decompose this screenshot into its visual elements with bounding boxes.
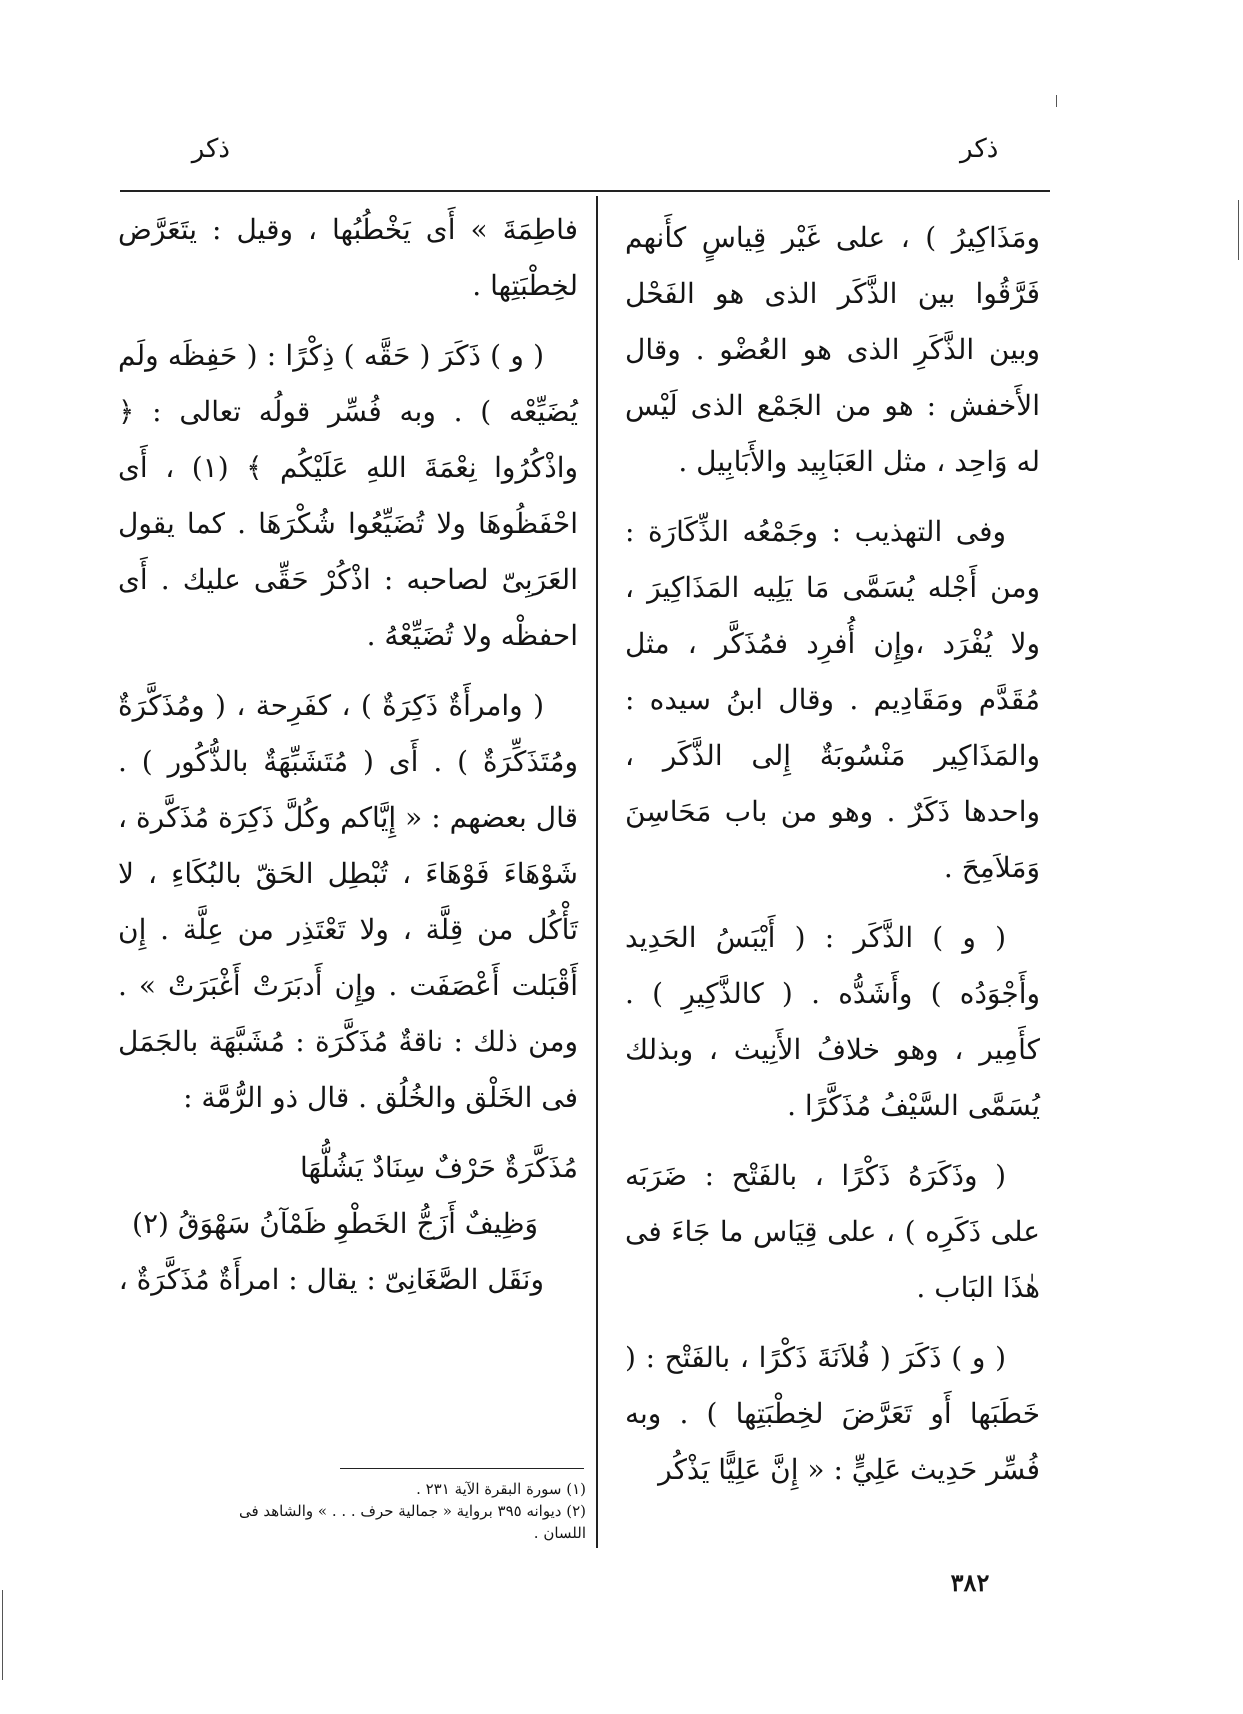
column-divider — [596, 196, 598, 1548]
verse-line-1: مُذَكَّرَةٌ حَرْفٌ سِنَادٌ يَشُلُّهَا — [299, 1151, 578, 1184]
left-paragraph-4: ونَقَل الصَّغَانِىّ : يقال : امرأَةٌ مُذَكَّرَةٌ ، — [118, 1263, 544, 1296]
footnotes — [210, 1478, 586, 1544]
page-number: ٣٨٢ — [950, 1568, 990, 1597]
right-paragraph-3: ( و ) الذَّكَر : ( أَيْبَسُ الحَدِيد وأَجْوَدُه ) وأَشَدُّه . ( كالذَّكِيرِ ) . كأَمِير ، وهو خلافُ الأَنِيث ، وبذلك يُسَمَّى السَّيْفُ مُذَكَّرًا . — [625, 921, 1040, 1122]
footnote-rule — [340, 1468, 584, 1469]
running-head-right: ذكر — [960, 134, 999, 164]
footnote-1: (١) سورة البقرة الآية ٢٣١ . — [416, 1480, 586, 1498]
footnote-2: (٢) ديوانه ٣٩٥ برواية « جمالية حرف . . . » والشاهد فى اللسان . — [238, 1502, 586, 1542]
header-rule — [120, 190, 1050, 192]
verse-line-2: وَظِيفٌ أَزَجُّ الخَطْوِ ظَمْآنُ سَهْوَقُ (٢) — [132, 1207, 538, 1240]
right-column — [625, 210, 1040, 1512]
left-column — [118, 202, 578, 1322]
right-paragraph-2: وفى التهذيب : وجَمْعُه الذِّكَارَة : ومن أَجْله يُسَمَّى مَا يَلِيه المَذَاكِيرَ ، ولا يُفْرَد ،وإِن أُفرِد فمُذَكَّر ، مثل مُقَدَّم ومَقَادِيم . وقال ابنُ سيده : والمَذَاكِير مَنْسُوبَةٌ إِلى الذَّكَر ، واحدها ذَكَرٌ . وهو من باب مَحَاسِنَ وَمَلاَمِحَ . — [625, 515, 1040, 884]
scan-edge-mark — [1238, 200, 1239, 260]
left-paragraph-1: فاطِمَةَ » أَى يَخْطُبُها ، وقيل : يتَعَرَّض لخِطْبَتِها . — [118, 213, 578, 302]
left-paragraph-3: ( وامرأَةٌ ذَكِرَةٌ ) ، كفَرِحة ، ( ومُذَكَّرَةٌ ومُتَذَكِّرَةٌ ) . أَى ( مُتَشَبِّهَةٌ بالذُّكُور ) . قال بعضهم : « إِيَّاكم وكُلَّ ذَكِرَة مُذَكَّرة ، شَوْهَاءَ فَوْهَاءَ ، تُبْطِل الحَقّ بالبُكَاءِ ، لا تَأْكُل من قِلَّة ، ولا تَعْتَذِر من عِلَّة . إِن أَقْبَلت أَعْصَفَت . وإِن أَدبَرَتْ أَغْبَرَتْ » . ومن ذلك : ناقةٌ مُذَكَّرَة : مُشَبَّهَة بالجَمَل فى الخَلْق والخُلُق . قال ذو الرُّمَّة : — [118, 689, 578, 1114]
running-head-left: ذكر — [191, 134, 230, 164]
left-paragraph-2: ( و ) ذَكَرَ ( حَقَّه ) ذِكْرًا : ( حَفِظَه ولَم يُضَيِّعْه ) . وبه فُسِّر قولُه تعالى : ﴿ واذْكُرُوا نِعْمَةَ اللهِ عَلَيْكُم ﴾ (١) ، أَى احْفَظُوهَا ولا تُضَيِّعُوا شُكْرَهَا . كما يقول العَرَبِىّ لصاحبه : اذْكُرْ حَقِّى عليك . أَى احفظْه ولا تُضَيِّعْهُ . — [118, 339, 578, 652]
scan-edge-mark-left — [2, 1590, 3, 1680]
scan-speck — [1056, 95, 1057, 107]
right-paragraph-4: ( وذَكَرَهُ ذَكْرًا ، بالفَتْح : ضَرَبَه على ذَكَرِه ) ، على قِيَاس ما جَاءَ فى هٰذَا البَاب . — [625, 1159, 1040, 1304]
right-paragraph-1: ومَذَاكِيرُ ) ، على غَيْر قِياسٍ كأَنهم فَرَّقُوا بين الذَّكَر الذى هو الفَحْل وبين الذَّكَرِ الذى هو العُضْو . وقال الأَخفش : هو من الجَمْع الذى لَيْس له وَاحِد ، مثل العَبَابِيد والأَبَابِيل . — [625, 221, 1040, 478]
right-paragraph-5: ( و ) ذَكَرَ ( فُلاَنَةَ ذَكْرًا ، بالفَتْح : ( خَطَبَها أَو تَعَرَّضَ لخِطْبَتِها ) . وبه فُسِّر حَدِيث عَلِيٍّ : « إِنَّ عَلِيًّا يَذْكُر — [625, 1341, 1040, 1486]
